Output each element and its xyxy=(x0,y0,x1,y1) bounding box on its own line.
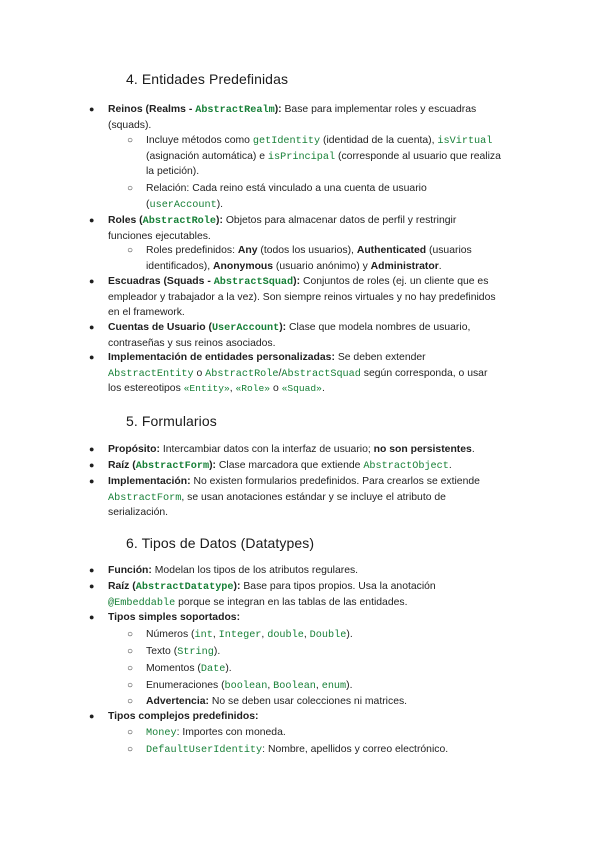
list-item-momentos: Momentos (Date). xyxy=(146,663,232,675)
list-item-raiz-datatype: Raíz (AbstractDatatype): Base para tipos propios. Usa la anotación @Embeddable porque se integran en las tablas de las entidades. xyxy=(108,581,436,609)
list-item-numeros: Números (int, Integer, double, Double). xyxy=(146,629,353,641)
list-item-tipos-simples: Tipos simples soportados: xyxy=(108,612,241,623)
list-item-metodos: Incluye métodos como getIdentity (identidad de la cuenta), isVirtual (asignación automática) e isPrincipal (corresponde al usuario que realiza la petición). xyxy=(146,135,501,178)
bullet-icon: ● xyxy=(89,476,95,486)
list-item-roles-predefinidos: Roles predefinidos: Any (todos los usuarios), Authenticated (usuarios identificados), Anonymous (usuario anónimo) y Administrator. xyxy=(146,245,472,272)
list-item-money: Money: Importes con moneda. xyxy=(146,727,286,739)
list-item-reinos: Reinos (Realms - AbstractRealm): Base para implementar roles y escuadras (squads). xyxy=(108,104,477,131)
circle-bullet-icon: ○ xyxy=(127,680,134,691)
list-item-advertencia: Advertencia: No se deben usar colecciones ni matrices. xyxy=(146,696,408,707)
circle-bullet-icon: ○ xyxy=(127,245,134,256)
circle-bullet-icon: ○ xyxy=(127,727,134,738)
bullet-icon: ● xyxy=(89,460,95,470)
bullet-icon: ● xyxy=(89,352,95,362)
bullet-icon: ● xyxy=(89,215,95,225)
list-item-proposito: Propósito: Intercambiar datos con la interfaz de usuario; no son persistentes. xyxy=(108,444,475,455)
circle-bullet-icon: ○ xyxy=(127,744,134,755)
list-item-default-user-identity: DefaultUserIdentity: Nombre, apellidos y correo electrónico. xyxy=(146,744,449,756)
list-item-roles: Roles (AbstractRole): Objetos para almacenar datos de perfil y restringir funciones ejecutables. xyxy=(108,215,457,242)
list-item-relacion: Relación: Cada reino está vinculado a una cuenta de usuario (userAccount). xyxy=(146,183,427,211)
section-heading-datatypes: 6. Tipos de Datos (Datatypes) xyxy=(126,535,315,551)
bullet-icon: ● xyxy=(89,565,95,575)
list-item-entidades-personalizadas: Implementación de entidades personalizadas: Se deben extender AbstractEntity o AbstractRole/AbstractSquad según corresponda, o usar los estereotipos «Entity», «Role» o «Squad». xyxy=(108,352,488,395)
bullet-icon: ● xyxy=(89,276,95,286)
list-item-escuadras: Escuadras (Squads - AbstractSquad): Conjuntos de roles (ej. un cliente que es empleador y trabajador a la vez). Son siempre reinos virtuales y no hay predefinidos en el framework. xyxy=(108,276,496,319)
bullet-icon: ● xyxy=(89,581,95,591)
list-item-raiz-form: Raíz (AbstractForm): Clase marcadora que extiende AbstractObject. xyxy=(108,460,452,472)
list-item-tipos-complejos: Tipos complejos predefinidos: xyxy=(108,711,259,722)
circle-bullet-icon: ○ xyxy=(127,629,134,640)
bullet-icon: ● xyxy=(89,104,95,114)
circle-bullet-icon: ○ xyxy=(127,183,134,194)
bullet-icon: ● xyxy=(89,711,95,721)
bullet-icon: ● xyxy=(89,612,95,622)
section-heading-formularios: 5. Formularios xyxy=(126,413,217,429)
circle-bullet-icon: ○ xyxy=(127,696,134,707)
bullet-icon: ● xyxy=(89,444,95,454)
list-item-cuentas: Cuentas de Usuario (UserAccount): Clase que modela nombres de usuario, contraseñas y sus reinos asociados. xyxy=(108,322,471,349)
list-item-enumeraciones: Enumeraciones (boolean, Boolean, enum). xyxy=(146,680,353,692)
section-heading-entidades: 4. Entidades Predefinidas xyxy=(126,71,289,87)
list-item-funcion: Función: Modelan los tipos de los atributos regulares. xyxy=(108,565,359,576)
list-item-texto: Texto (String). xyxy=(146,646,221,658)
circle-bullet-icon: ○ xyxy=(127,646,134,657)
circle-bullet-icon: ○ xyxy=(127,135,134,146)
circle-bullet-icon: ○ xyxy=(127,663,134,674)
list-item-implementacion-form: Implementación: No existen formularios predefinidos. Para crearlos se extiende AbstractForm, se usan anotaciones estándar y se incluye el atributo de serialización. xyxy=(108,476,480,519)
bullet-icon: ● xyxy=(89,322,95,332)
